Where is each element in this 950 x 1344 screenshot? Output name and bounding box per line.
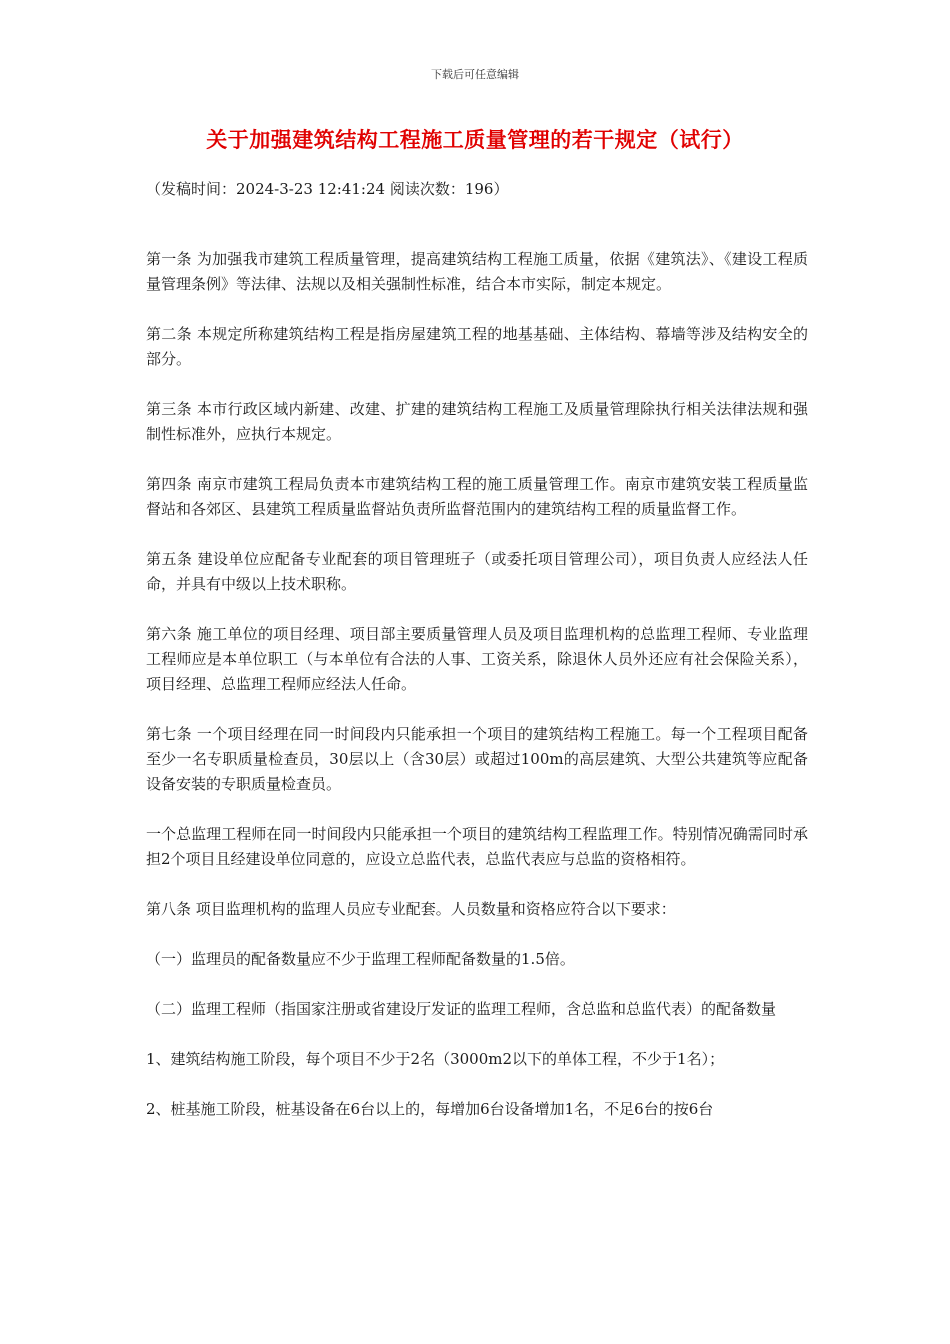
paragraph-article-6: 第六条 施工单位的项目经理、项目部主要质量管理人员及项目监理机构的总监理工程师、专业监理工程师应是本单位职工（与本单位有合法的人事、工资关系，除退休人员外还应有社会保险关系），项目经理、总监理工程师应经法人任命。 — [146, 625, 808, 693]
paragraph-article-2: 第二条 本规定所称建筑结构工程是指房屋建筑工程的地基基础、主体结构、幕墙等涉及结构安全的部分。 — [146, 325, 808, 368]
paragraph-article-3: 第三条 本市行政区域内新建、改建、扩建的建筑结构工程施工及质量管理除执行相关法律法规和强制性标准外，应执行本规定。 — [146, 400, 808, 443]
document-title: 关于加强建筑结构工程施工质量管理的若干规定（试行） — [206, 127, 744, 152]
paragraph-article-7: 第七条 一个项目经理在同一时间段内只能承担一个项目的建筑结构工程施工。每一个工程项目配备至少一名专职质量检查员，30层以上（含30层）或超过100m的高层建筑、大型公共建筑等应配备设备安装的专职质量检查员。 — [146, 725, 808, 793]
paragraph-item-2: （二）监理工程师（指国家注册或省建设厅发证的监理工程师，含总监和总监代表）的配备数量 — [146, 1000, 777, 1018]
paragraph-article-8: 第八条 项目监理机构的监理人员应专业配套。人员数量和资格应符合以下要求： — [146, 900, 676, 918]
paragraph-article-4: 第四条 南京市建筑工程局负责本市建筑结构工程的施工质量管理工作。南京市建筑安装工程质量监督站和各郊区、县建筑工程质量监督站负责所监督范围内的建筑结构工程的质量监督工作。 — [146, 475, 808, 518]
paragraph-article-7-continued: 一个总监理工程师在同一时间段内只能承担一个项目的建筑结构工程监理工作。特别情况确需同时承担2个项目且经建设单位同意的，应设立总监代表，总监代表应与总监的资格相符。 — [146, 825, 808, 868]
paragraph-item-1: （一）监理员的配备数量应不少于监理工程师配备数量的1.5倍。 — [146, 950, 575, 968]
paragraph-subitem-1: 1、建筑结构施工阶段，每个项目不少于2名（3000m2以下的单体工程，不少于1名）； — [146, 1050, 725, 1068]
header-note: 下载后可任意编辑 — [431, 68, 519, 81]
document-body — [146, 247, 808, 1147]
publish-meta: （发稿时间：2024-3-23 12:41:24 阅读次数：196） — [146, 180, 509, 198]
paragraph-article-1: 第一条 为加强我市建筑工程质量管理，提高建筑结构工程施工质量，依据《建筑法》、《建设工程质量管理条例》等法律、法规以及相关强制性标准，结合本市实际，制定本规定。 — [146, 250, 808, 293]
paragraph-article-5: 第五条 建设单位应配备专业配套的项目管理班子（或委托项目管理公司），项目负责人应经法人任命，并具有中级以上技术职称。 — [146, 550, 808, 593]
paragraph-subitem-2: 2、桩基施工阶段，桩基设备在6台以上的，每增加6台设备增加1名，不足6台的按6台 — [146, 1100, 714, 1118]
